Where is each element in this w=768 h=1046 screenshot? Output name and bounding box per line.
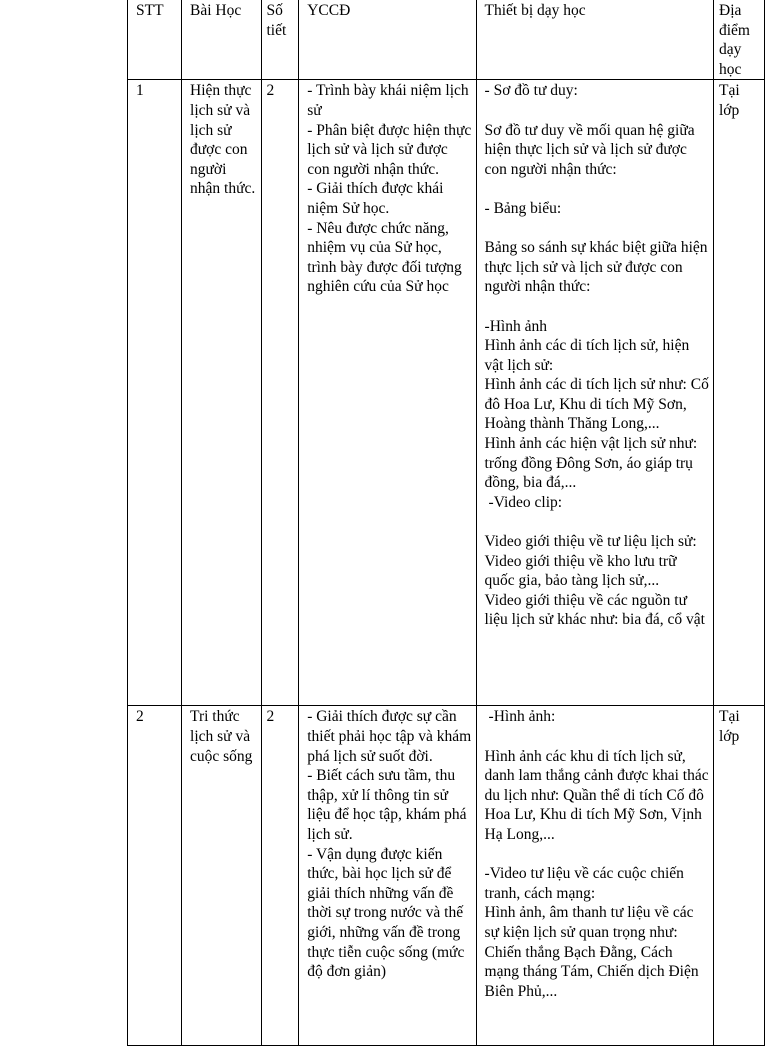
thiet-bi-line: Hình ảnh các di tích lịch sử, hiện vật lịch sử: <box>484 337 690 374</box>
header-row <box>128 0 765 80</box>
yccd-item: - Phân biệt được hiện thực lịch sử và lịch sử được con người nhận thức. <box>307 121 472 178</box>
row-so-tiet: 2 <box>261 706 299 1046</box>
header-bai-hoc: Bài Học <box>182 0 261 80</box>
row-thiet-bi <box>476 80 713 706</box>
header-thiet-bi: Thiết bị dạy học <box>476 0 713 80</box>
thiet-bi-line: Hình ảnh các khu di tích lịch sử, danh lam thắng cảnh được khai thác du lịch như: Quần thể di tích Cố đô Hoa Lư, Khu di tích Mỹ Sơn, Vịnh Hạ Long,... <box>484 747 709 843</box>
thiet-bi-line: -Hình ảnh <box>484 317 547 335</box>
thiet-bi-line: -Hình ảnh: <box>488 708 556 726</box>
thiet-bi-line: - Sơ đồ tư duy: <box>484 82 578 100</box>
thiet-bi-line: Hình ảnh, âm thanh tư liệu về các sự kiện lịch sử quan trọng như: Chiến thắng Bạch Đằng, Cách mạng tháng Tám, Chiến dịch Điện Biên Phủ,... <box>484 904 699 1000</box>
yccd-item: - Giải thích được sự cần thiết phải học tập và khám phá lịch sử suốt đời. <box>307 708 472 765</box>
thiet-bi-line: Video giới thiệu về các nguồn tư liệu lịch sử khác như: bia đá, cổ vật <box>484 591 705 629</box>
row-stt: 2 <box>128 706 182 1046</box>
row-so-tiet: 2 <box>261 80 299 706</box>
row-bai-hoc: Tri thức lịch sử và cuộc sống <box>182 706 261 1046</box>
row-yccd <box>299 80 476 706</box>
thiet-bi-line: Bảng so sánh sự khác biệt giữa hiện thực lịch sử và lịch sử được con người nhận thức: <box>484 239 708 296</box>
header-dia-diem: Địa điểm dạy học <box>714 0 765 80</box>
thiet-bi-line: Hình ảnh các hiện vật lịch sử như: trống đồng Đông Sơn, áo giáp trụ đồng, bia đá,... <box>484 435 698 492</box>
thiet-bi-line: -Video clip: <box>488 493 563 511</box>
header-yccd: YCCĐ <box>299 0 476 80</box>
header-so-tiet: Số tiết <box>261 0 299 80</box>
thiet-bi-line: Hình ảnh các di tích lịch sử như: Cố đô Hoa Lư, Khu di tích Mỹ Sơn, Hoàng thành Thăng Long,... <box>484 376 709 433</box>
yccd-item: - Trình bày khái niệm lịch sử <box>307 82 469 119</box>
header-stt: STT <box>128 0 182 80</box>
row-yccd <box>299 706 476 1046</box>
row-stt: 1 <box>128 80 182 706</box>
thiet-bi-line: - Bảng biểu: <box>484 199 562 217</box>
row-dia-diem: Tại lớp <box>714 706 765 1046</box>
yccd-item: - Vận dụng được kiến thức, bài học lịch sử để giải thích những vấn đề thời sự trong nước và thế giới, những vấn đề trong thực tiễn cuộc sống (mức độ đơn giản) <box>307 845 465 981</box>
table-row <box>128 80 765 706</box>
thiet-bi-line: Sơ đồ tư duy về mối quan hệ giữa hiện thực lịch sử và lịch sử được con người nhận thức: <box>484 121 695 178</box>
row-dia-diem: Tại lớp <box>714 80 765 706</box>
row-thiet-bi <box>476 706 713 1046</box>
yccd-item: - Nêu được chức năng, nhiệm vụ của Sử học, trình bày được đối tượng nghiên cứu của Sử học <box>307 219 462 296</box>
yccd-item: - Giải thích được khái niệm Sử học. <box>307 180 444 217</box>
yccd-item: - Biết cách sưu tầm, thu thập, xử lí thông tin sử liệu để học tập, khám phá lịch sử. <box>307 767 467 843</box>
thiet-bi-line: -Video tư liệu về các cuộc chiến tranh, cách mạng: <box>484 865 684 902</box>
thiet-bi-line: Video giới thiệu về kho lưu trữ quốc gia, bảo tàng lịch sử,... <box>484 552 677 590</box>
table-row <box>128 706 765 1046</box>
thiet-bi-line: Video giới thiệu về tư liệu lịch sử: <box>484 533 697 551</box>
row-bai-hoc: Hiện thực lịch sử và lịch sử được con người nhận thức. <box>182 80 261 706</box>
lesson-plan-table <box>127 0 765 1046</box>
